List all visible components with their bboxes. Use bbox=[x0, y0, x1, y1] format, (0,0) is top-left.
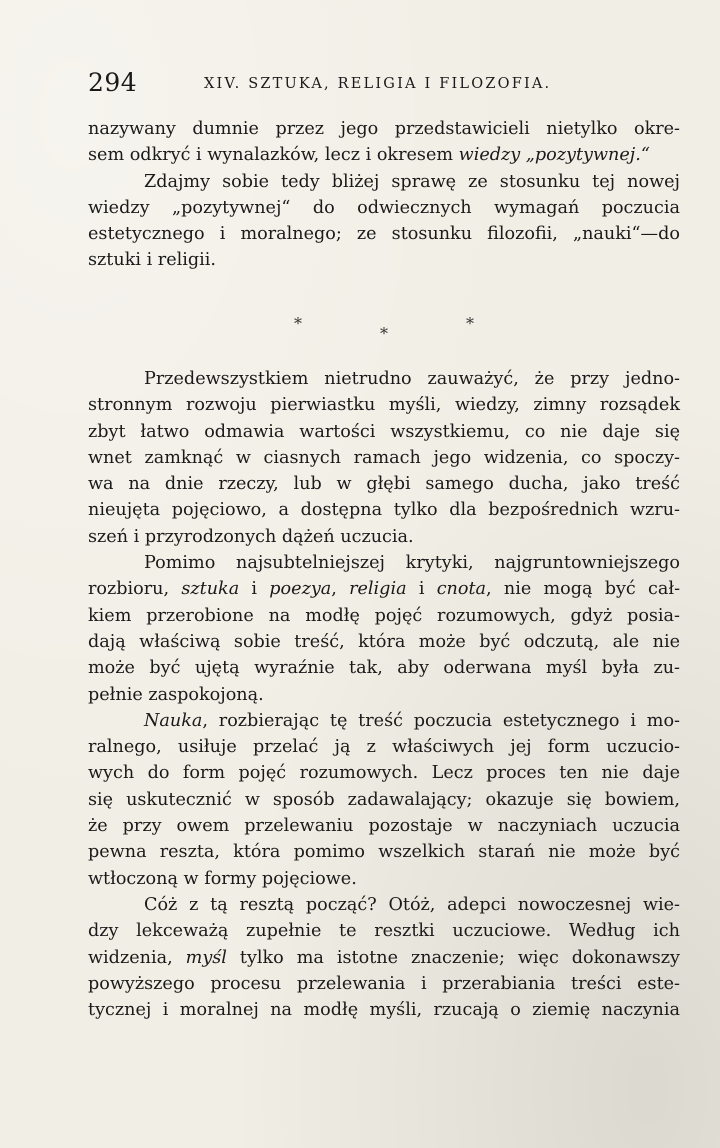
text-segment: wnet zamknąć w ciasnych ramach jego widzenia, co spoczy- bbox=[88, 447, 680, 468]
italic-text: poezya bbox=[269, 579, 332, 600]
text-segment: wiedzy „pozytywnej“ do odwiecznych wymagań poczucia bbox=[88, 197, 680, 218]
text-segment: kiem przerobione na modłę pojęć rozumowych, gdyż posia- bbox=[88, 605, 680, 626]
text-segment: Cóż z tą resztą począć? Otóż, adepci nowoczesnej wie- bbox=[144, 894, 680, 915]
text-line bbox=[88, 682, 680, 708]
text-segment: nazywany dumnie przez jego przedstawicieli nietylko okre- bbox=[88, 119, 680, 139]
text-line bbox=[88, 366, 680, 392]
text-line bbox=[88, 221, 680, 247]
text-segment: zbyt łatwo odmawia wartości wszystkiemu, co nie daje się bbox=[88, 421, 680, 442]
text-line bbox=[88, 195, 680, 221]
text-segment: i bbox=[239, 579, 270, 600]
text-segment: Pomimo najsubtelniejszej krytyki, najgruntowniejszego bbox=[144, 553, 680, 574]
text-line bbox=[88, 971, 680, 997]
text-segment: tycznej i moralnej na modłę myśli, rzucają o ziemię naczynia bbox=[88, 1000, 680, 1021]
text-line bbox=[88, 497, 680, 523]
italic-text: myśl bbox=[185, 947, 227, 968]
page-header bbox=[88, 62, 680, 102]
text-line bbox=[88, 603, 680, 629]
running-head: XIV. SZTUKA, RELIGIA I FILOZOFIA. bbox=[204, 76, 552, 92]
text-segment: sem odkryć i wynalazków, lecz i okresem bbox=[88, 145, 459, 166]
text-segment: pewna reszta, która pomimo wszelkich starań nie może być bbox=[88, 842, 680, 863]
text-line bbox=[88, 392, 680, 418]
text-segment: powyższego procesu przelewania i przerabiania treści este- bbox=[88, 973, 680, 994]
text-segment: tylko ma istotne znaczenie; więc dokonawszy bbox=[226, 947, 680, 968]
separator-asterisk: * bbox=[466, 314, 474, 333]
paragraph-block-main bbox=[88, 366, 680, 1023]
italic-text: sztuka bbox=[181, 579, 240, 600]
italic-text: wiedzy „pozytywnej.“ bbox=[458, 145, 650, 166]
text-line bbox=[88, 787, 680, 813]
text-segment: ralnego, usiłuje przelać ją z właściwych jej form uczucio- bbox=[88, 737, 680, 758]
text-segment: wa na dnie rzeczy, lub w głębi samego ducha, jako treść bbox=[88, 474, 680, 495]
text-line bbox=[88, 419, 680, 445]
text-segment: , bbox=[331, 579, 350, 600]
text-segment: rozbioru, bbox=[88, 579, 182, 600]
text-segment: , nie mogą być cał- bbox=[486, 579, 681, 600]
text-line bbox=[88, 445, 680, 471]
text-line bbox=[88, 866, 680, 892]
text-segment: wych do form pojęć rozumowych. Lecz proces ten nie daje bbox=[88, 763, 680, 784]
text-line bbox=[88, 760, 680, 786]
text-segment: i bbox=[406, 579, 437, 600]
text-line bbox=[88, 708, 680, 734]
text-line bbox=[88, 471, 680, 497]
text-segment: dają właściwą sobie treść, która może być odczutą, ale nie bbox=[88, 631, 680, 652]
text-line bbox=[88, 892, 680, 918]
text-segment: estetycznego i moralnego; ze stosunku filozofii, „nauki“—do bbox=[88, 224, 680, 245]
separator-asterisk: * bbox=[294, 314, 302, 333]
text-line bbox=[88, 655, 680, 681]
page-number: 294 bbox=[88, 68, 138, 97]
text-line bbox=[88, 945, 680, 971]
text-segment: stronnym rozwoju pierwiastku myśli, wiedzy, zimny rozsądek bbox=[88, 395, 680, 416]
text-line bbox=[88, 524, 680, 550]
text-line bbox=[88, 629, 680, 655]
text-line bbox=[88, 142, 680, 168]
italic-text: cnota bbox=[436, 579, 487, 600]
text-segment: może być ujętą wyraźnie tak, aby oderwana myśl była zu- bbox=[88, 658, 680, 679]
text-segment: wtłoczoną w formy pojęciowe. bbox=[88, 868, 357, 889]
text-segment: widzenia, bbox=[88, 947, 186, 968]
text-line bbox=[88, 839, 680, 865]
text-line bbox=[88, 734, 680, 760]
text-line bbox=[88, 918, 680, 944]
text-line bbox=[88, 116, 680, 142]
text-segment: się uskutecznić w sposób zadawalający; okazuje się bowiem, bbox=[88, 789, 680, 810]
text-line bbox=[88, 550, 680, 576]
text-segment: nieujęta pojęciowo, a dostępna tylko dla bezpośrednich wzru- bbox=[88, 500, 680, 521]
text-line bbox=[88, 169, 680, 195]
text-segment: że przy owem przelewaniu pozostaje w naczyniach uczucia bbox=[88, 816, 680, 837]
text-segment: dzy lekceważą zupełnie te resztki uczuciowe. Według ich bbox=[88, 921, 680, 942]
text-segment: , rozbierając tę treść poczucia estetycznego i mo- bbox=[202, 710, 680, 731]
text-line bbox=[88, 813, 680, 839]
italic-text: Nauka bbox=[144, 710, 203, 731]
text-line bbox=[88, 247, 680, 273]
paragraph-block-top bbox=[88, 116, 680, 274]
text-segment: Zdajmy sobie tedy bliżej sprawę ze stosunku tej nowej bbox=[144, 171, 680, 192]
text-segment: Przedewszystkiem nietrudno zauważyć, że przy jedno- bbox=[144, 369, 680, 389]
section-separator bbox=[88, 312, 680, 342]
text-segment: szeń i przyrodzonych dążeń uczucia. bbox=[88, 526, 414, 547]
italic-text: religia bbox=[349, 579, 407, 600]
text-line bbox=[88, 576, 680, 602]
text-segment: pełnie zaspokojoną. bbox=[88, 684, 264, 705]
text-line bbox=[88, 997, 680, 1023]
text-segment: sztuki i religii. bbox=[88, 250, 216, 271]
separator-asterisk: * bbox=[380, 324, 388, 343]
